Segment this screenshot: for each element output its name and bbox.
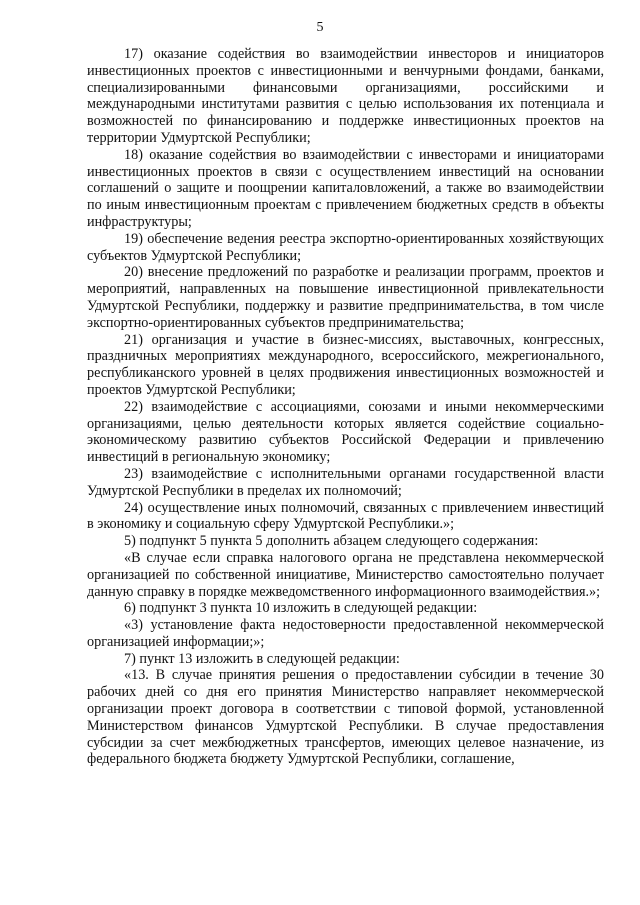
paragraph-item-20: 20) внесение предложений по разработке и реализации программ, проектов и мероприятий, направленных на повышение инвестиционной привлекательности Удмуртской Республики, поддержку и развитие предпринимательства, в том числе экспортно-ориентированных субъектов предпринимательства;	[87, 264, 604, 331]
paragraph-item-19: 19) обеспечение ведения реестра экспортно-ориентированных хозяйствующих субъектов Удмуртской Республики;	[87, 230, 604, 264]
paragraph-item-24: 24) осуществление иных полномочий, связанных с привлечением инвестиций в экономику и социальную сферу Удмуртской Республики.»;	[87, 499, 604, 533]
amendment-quote-7: «13. В случае принятия решения о предоставлении субсидии в течение 30 рабочих дней со дня его принятия Министерство направляет некоммерческой организации проект договора в соответствии с типовой формой, установленной Министерством финансов Удмуртской Республики. В случае предоставления субсидии за счет межбюджетных трансфертов, имеющих целевое назначение, из федерального бюджета бюджету Удмуртской Республики, соглашение,	[87, 667, 604, 768]
amendment-subclause-6: 6) подпункт 3 пункта 10 изложить в следующей редакции:	[124, 600, 478, 617]
paragraph-item-17: 17) оказание содействия во взаимодействии инвесторов и инициаторов инвестиционных проектов с инвестиционными и венчурными фондами, банками, специализированными финансовыми организациями, российскими и международными институтами развития с целью использования их потенциала и возможностей по финансированию и поддержке инвестиционных проектов на территории Удмуртской Республики;	[87, 46, 604, 146]
paragraph-item-18: 18) оказание содействия во взаимодействии с инвесторами и инициаторами инвестиционных проектов в связи с осуществлением инвестиций на основании соглашений о защите и поощрении капиталовложений, а также во взаимодействии по иным инвестиционным проектам с привлечением бюджетных средств в объекты инфраструктуры;	[87, 146, 604, 230]
page-number: 5	[316, 20, 324, 35]
document-body	[87, 46, 604, 768]
paragraph-item-22: 22) взаимодействие с ассоциациями, союзами и иными некоммерческими организациями, целью деятельности которых является содействие социально-экономическому развитию субъектов Российской Федерации и привлечению инвестиций в региональную экономику;	[87, 398, 604, 466]
amendment-subclause-5: 5) подпункт 5 пункта 5 дополнить абзацем следующего содержания:	[124, 533, 539, 550]
amendment-quote-6: «3) установление факта недостоверности предоставленной некоммерческой организацией информации;»;	[87, 617, 604, 650]
paragraph-item-23: 23) взаимодействие с исполнительными органами государственной власти Удмуртской Республики в пределах их полномочий;	[87, 465, 604, 499]
paragraph-item-21: 21) организация и участие в бизнес-миссиях, выставочных, конгрессных, праздничных мероприятиях международного, всероссийского, межрегионального, республиканского уровней в целях продвижения инвестиционных возможностей и проектов Удмуртской Республики;	[87, 331, 604, 398]
amendment-quote-5: «В случае если справка налогового органа не представлена некоммерческой организацией по собственной инициативе, Министерство самостоятельно получает данную справку в порядке межведомственного информационного взаимодействия.»;	[87, 549, 604, 600]
amendment-subclause-7: 7) пункт 13 изложить в следующей редакции:	[124, 650, 400, 667]
